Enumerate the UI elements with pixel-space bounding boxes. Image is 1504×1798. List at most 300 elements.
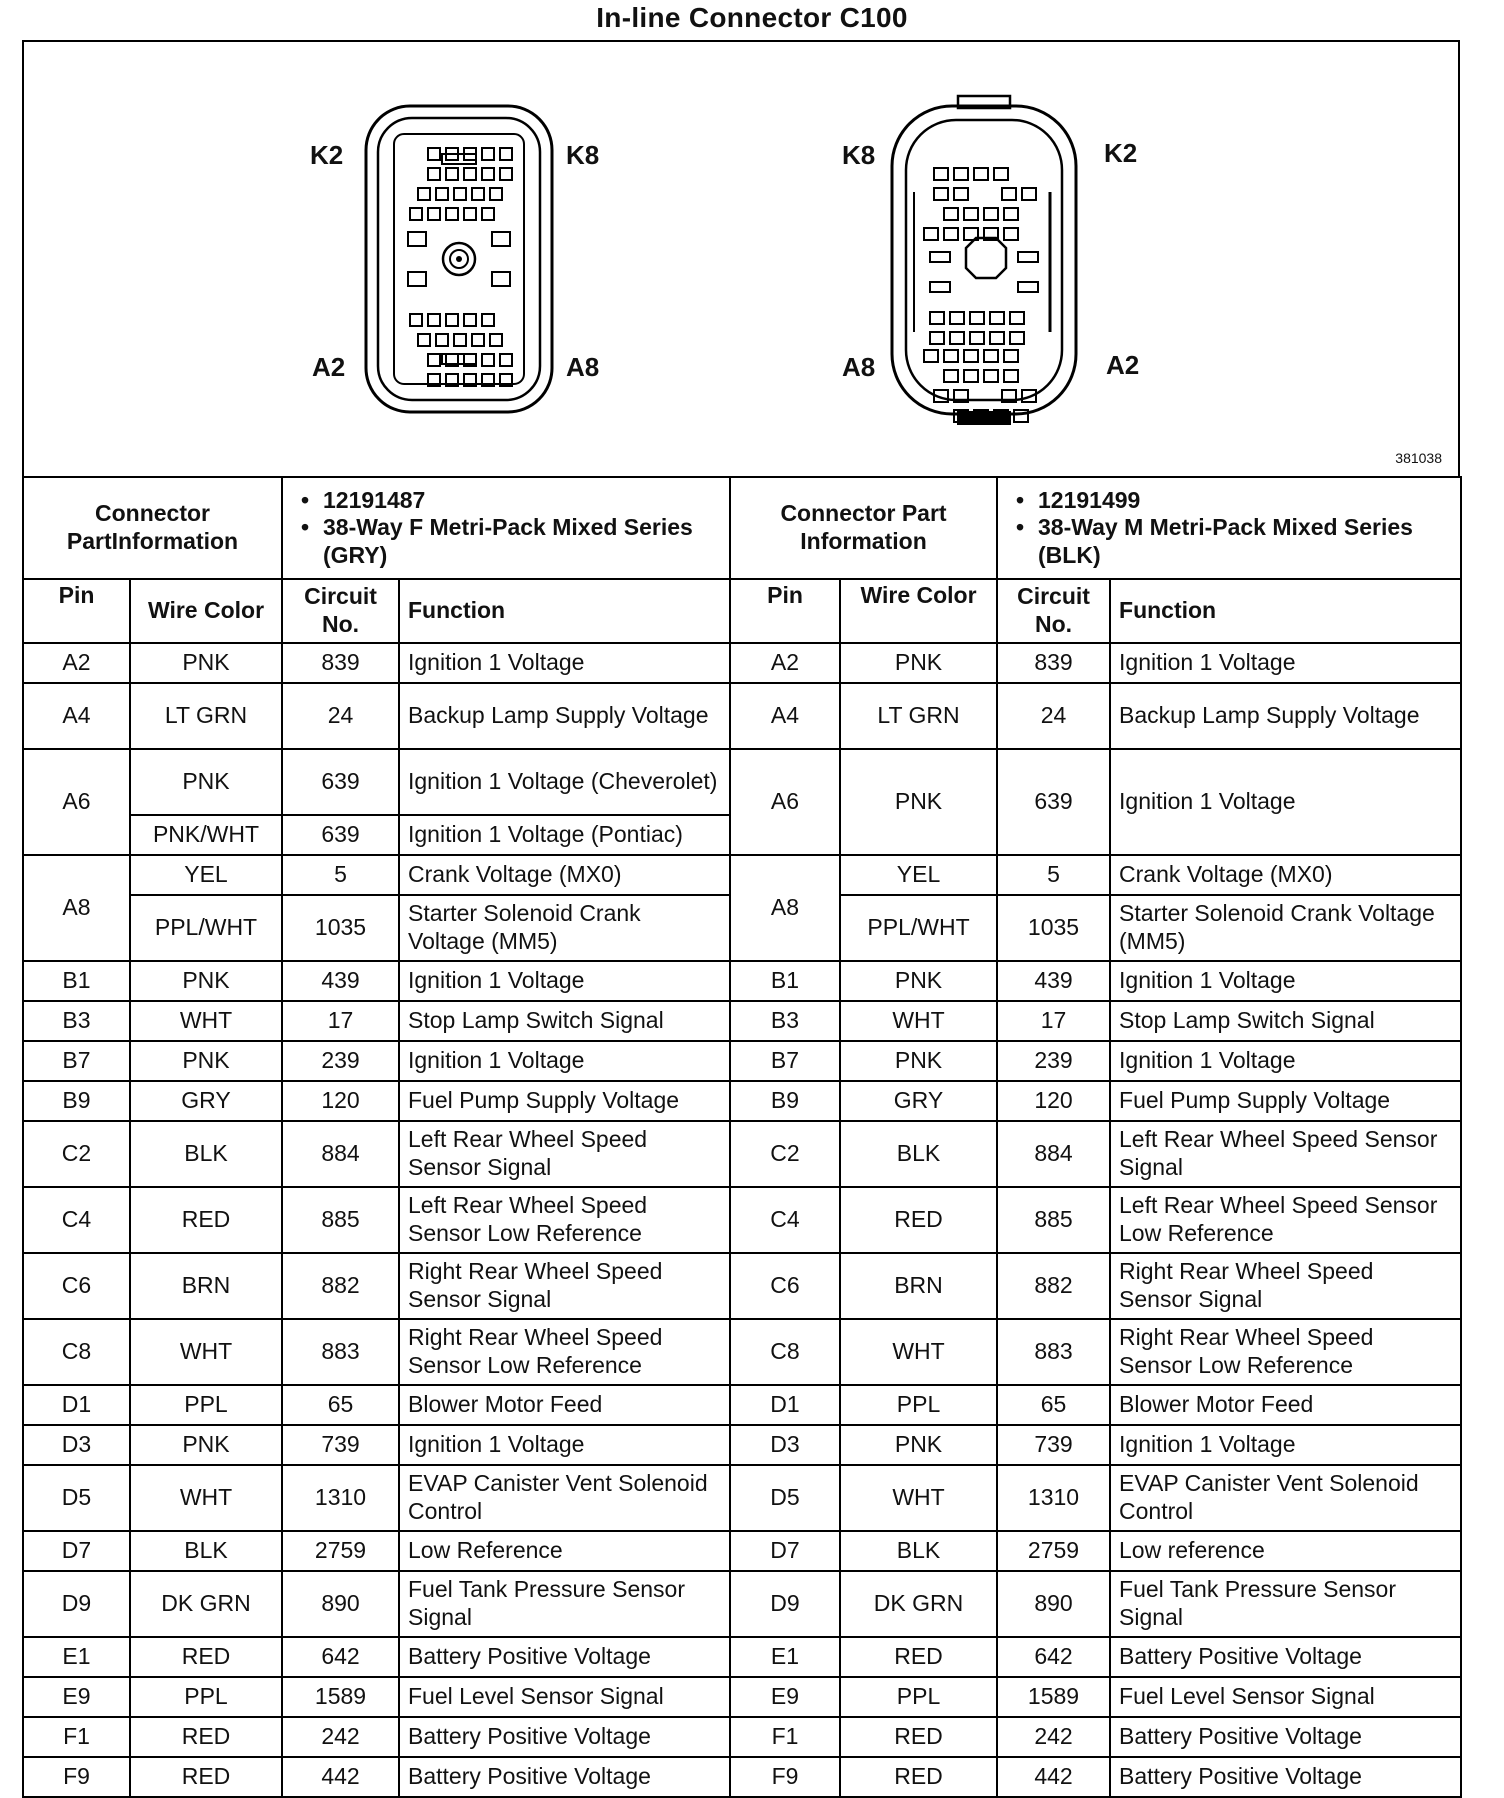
circuit: 5 [997, 855, 1110, 895]
circuit: 24 [282, 683, 399, 749]
pin-cavity [964, 370, 978, 382]
wire-color: PPL [840, 1385, 997, 1425]
circuit: 839 [282, 643, 399, 683]
function: Battery Positive Voltage [399, 1717, 730, 1757]
function: Low Reference [399, 1531, 730, 1571]
male-connector-drawing [890, 92, 1090, 432]
female-label-top-right: K8 [566, 140, 600, 170]
function: Ignition 1 Voltage [1110, 1041, 1461, 1081]
pin-cavity [1018, 282, 1038, 292]
pin-cavity [472, 334, 484, 346]
connector-info-row [23, 477, 1461, 579]
function: Left Rear Wheel Speed Sensor Signal [399, 1121, 730, 1187]
right-info-details [997, 477, 1461, 579]
pin: F9 [23, 1757, 130, 1797]
circuit: 17 [997, 1001, 1110, 1041]
circuit: 642 [997, 1637, 1110, 1677]
pin-cavity [436, 188, 448, 200]
pin-cavity [446, 168, 458, 180]
pin-cavity [482, 168, 494, 180]
wire-color: WHT [840, 1319, 997, 1385]
pin-cavity [418, 188, 430, 200]
pin-cavity [428, 354, 440, 366]
female-label-bottom-left: A2 [312, 352, 346, 382]
connector-diagram [22, 40, 1460, 476]
function: Low reference [1110, 1531, 1461, 1571]
circuit: 885 [997, 1187, 1110, 1253]
wire-color: BLK [130, 1531, 282, 1571]
wire-color: WHT [840, 1465, 997, 1531]
pin-cavity [930, 312, 944, 324]
pin: D5 [23, 1465, 130, 1531]
circuit: 890 [282, 1571, 399, 1637]
wire-color: DK GRN [840, 1571, 997, 1637]
male-label-bottom-right: A2 [1106, 350, 1140, 380]
function: Ignition 1 Voltage [399, 961, 730, 1001]
circuit: 5 [282, 855, 399, 895]
pin: F1 [730, 1717, 840, 1757]
function: Fuel Pump Supply Voltage [399, 1081, 730, 1121]
table-row [23, 1757, 1461, 1797]
pin-cavity [930, 332, 944, 344]
function: Ignition 1 Voltage [399, 643, 730, 683]
left-part-number: • 12191487 [323, 487, 721, 515]
wire-color: PNK [130, 1041, 282, 1081]
pin-cavity [1004, 370, 1018, 382]
pin-cavity [1004, 228, 1018, 240]
function: Fuel Level Sensor Signal [399, 1677, 730, 1717]
wire-color: PNK [840, 1425, 997, 1465]
function: Blower Motor Feed [1110, 1385, 1461, 1425]
function: Stop Lamp Switch Signal [399, 1001, 730, 1041]
function: Fuel Tank Pressure Sensor Signal [399, 1571, 730, 1637]
pin-cavity [984, 370, 998, 382]
table-row [23, 1187, 1461, 1253]
pin: D5 [730, 1465, 840, 1531]
circuit: 639 [997, 749, 1110, 855]
wire-color: BRN [840, 1253, 997, 1319]
circuit: 242 [997, 1717, 1110, 1757]
pin-cavity [930, 282, 950, 292]
pin-cavity [428, 314, 440, 326]
pin: C4 [730, 1187, 840, 1253]
circuit: 120 [282, 1081, 399, 1121]
function: Crank Voltage (MX0) [1110, 855, 1461, 895]
table-row [23, 1081, 1461, 1121]
pin: E1 [730, 1637, 840, 1677]
circuit: 883 [997, 1319, 1110, 1385]
col-wire-color: Wire Color [130, 579, 282, 643]
wire-color: DK GRN [130, 1571, 282, 1637]
function: Ignition 1 Voltage (Cheverolet) [399, 749, 730, 815]
wire-color: RED [840, 1717, 997, 1757]
pin-cavity [984, 208, 998, 220]
pin-cavity [1022, 188, 1036, 200]
circuit: 884 [997, 1121, 1110, 1187]
pin-cavity [436, 334, 448, 346]
table-row [23, 1041, 1461, 1081]
pin-cavity [934, 188, 948, 200]
pin: C6 [730, 1253, 840, 1319]
pin: C8 [23, 1319, 130, 1385]
pin-cavity [482, 148, 494, 160]
wire-color: PNK [840, 643, 997, 683]
pin-cavity [408, 272, 426, 286]
circuit: 885 [282, 1187, 399, 1253]
table-row [23, 1465, 1461, 1531]
wire-color: PNK [840, 749, 997, 855]
function: Left Rear Wheel Speed Sensor Low Reference [1110, 1187, 1461, 1253]
circuit: 739 [997, 1425, 1110, 1465]
pin-cavity [990, 332, 1004, 344]
female-label-bottom-right: A8 [566, 352, 600, 382]
function: Blower Motor Feed [399, 1385, 730, 1425]
pin: B3 [23, 1001, 130, 1041]
right-part-number: • 12191499 [1038, 487, 1452, 515]
pin: A4 [23, 683, 130, 749]
function: Right Rear Wheel Speed Sensor Low Reference [1110, 1319, 1461, 1385]
wire-color: PNK [130, 961, 282, 1001]
function: Starter Solenoid Crank Voltage (MM5) [399, 895, 730, 961]
table-row [23, 1319, 1461, 1385]
wire-color: RED [130, 1637, 282, 1677]
wire-color: WHT [840, 1001, 997, 1041]
pin: D1 [23, 1385, 130, 1425]
pin-cavity [446, 208, 458, 220]
function: Stop Lamp Switch Signal [1110, 1001, 1461, 1041]
circuit: 882 [997, 1253, 1110, 1319]
table-row [23, 1531, 1461, 1571]
pin: F9 [730, 1757, 840, 1797]
circuit: 639 [282, 749, 399, 815]
pin-cavity [408, 232, 426, 246]
female-label-top-left: K2 [310, 140, 344, 170]
pin-cavity [950, 312, 964, 324]
table-row [23, 1637, 1461, 1677]
table-row [23, 1385, 1461, 1425]
pin: D7 [23, 1531, 130, 1571]
pin-cavity [418, 334, 430, 346]
wire-color: PNK/WHT [130, 815, 282, 855]
pin-cavity [482, 208, 494, 220]
function: Battery Positive Voltage [399, 1757, 730, 1797]
pin: B3 [730, 1001, 840, 1041]
col-pin-right: Pin [730, 579, 840, 643]
circuit: 239 [282, 1041, 399, 1081]
circuit: 839 [997, 643, 1110, 683]
col-function-right: Function [1110, 579, 1461, 643]
circuit: 642 [282, 1637, 399, 1677]
circuit: 439 [282, 961, 399, 1001]
pin-cavity [924, 350, 938, 362]
pin-cavity [454, 334, 466, 346]
pin-cavity [934, 168, 948, 180]
pin-cavity [994, 168, 1008, 180]
right-part-desc: • 38-Way M Metri-Pack Mixed Series (BLK) [1038, 514, 1452, 569]
circuit: 884 [282, 1121, 399, 1187]
pin: D3 [730, 1425, 840, 1465]
wire-color: BLK [840, 1531, 997, 1571]
column-header-row [23, 579, 1461, 643]
pin-cavity [970, 312, 984, 324]
circuit: 442 [997, 1757, 1110, 1797]
circuit: 890 [997, 1571, 1110, 1637]
pin: B1 [23, 961, 130, 1001]
wire-color: WHT [130, 1001, 282, 1041]
wire-color: BLK [130, 1121, 282, 1187]
table-row [23, 1253, 1461, 1319]
pin-cavity [464, 208, 476, 220]
wire-color: BRN [130, 1253, 282, 1319]
pin-cavity [1004, 208, 1018, 220]
wire-color: WHT [130, 1319, 282, 1385]
pin-cavity [944, 208, 958, 220]
function: Battery Positive Voltage [1110, 1717, 1461, 1757]
table-row [23, 1425, 1461, 1465]
male-label-top-left: K8 [842, 140, 876, 170]
table-row [23, 643, 1461, 683]
pin: B7 [730, 1041, 840, 1081]
pin-cavity [492, 272, 510, 286]
circuit: 1310 [997, 1465, 1110, 1531]
pin-cavity [472, 188, 484, 200]
table-row [23, 1001, 1461, 1041]
wire-color: RED [130, 1757, 282, 1797]
function: Backup Lamp Supply Voltage [1110, 683, 1461, 749]
pin-cavity [464, 314, 476, 326]
table-row [23, 683, 1461, 749]
pin: C4 [23, 1187, 130, 1253]
pin: D1 [730, 1385, 840, 1425]
pin: B1 [730, 961, 840, 1001]
function: EVAP Canister Vent Solenoid Control [1110, 1465, 1461, 1531]
pin: C2 [730, 1121, 840, 1187]
pin: A2 [730, 643, 840, 683]
function: Ignition 1 Voltage [1110, 643, 1461, 683]
function: Ignition 1 Voltage [1110, 749, 1461, 855]
table-row [23, 1121, 1461, 1187]
pin-cavity [1010, 332, 1024, 344]
wire-color: LT GRN [840, 683, 997, 749]
pin: B7 [23, 1041, 130, 1081]
pin: B9 [23, 1081, 130, 1121]
circuit: 882 [282, 1253, 399, 1319]
left-info-details [282, 477, 730, 579]
pin-cavity [446, 314, 458, 326]
pin: D9 [23, 1571, 130, 1637]
circuit: 120 [997, 1081, 1110, 1121]
wire-color: YEL [130, 855, 282, 895]
pin-cavity [492, 232, 510, 246]
wire-color: PNK [840, 1041, 997, 1081]
pin-cavity [964, 208, 978, 220]
pin-cavity [490, 334, 502, 346]
circuit: 883 [282, 1319, 399, 1385]
wire-color: PPL [840, 1677, 997, 1717]
left-info-label: Connector PartInformation [23, 477, 282, 579]
pin-cavity [954, 168, 968, 180]
page-title: In-line Connector C100 [596, 2, 908, 33]
figure-id: 381038 [1395, 450, 1442, 466]
pin: E9 [23, 1677, 130, 1717]
pin-cavity [464, 168, 476, 180]
circuit: 1589 [282, 1677, 399, 1717]
wire-color: GRY [130, 1081, 282, 1121]
function: Battery Positive Voltage [1110, 1637, 1461, 1677]
function: Right Rear Wheel Speed Sensor Signal [399, 1253, 730, 1319]
circuit: 739 [282, 1425, 399, 1465]
pin-cavity [1010, 312, 1024, 324]
pin-cavity [482, 354, 494, 366]
function: Fuel Level Sensor Signal [1110, 1677, 1461, 1717]
wire-color: GRY [840, 1081, 997, 1121]
wire-color: PNK [130, 1425, 282, 1465]
wire-color: PNK [130, 749, 282, 815]
pin-cavity [490, 188, 502, 200]
circuit: 2759 [282, 1531, 399, 1571]
table-row [23, 1571, 1461, 1637]
function: Ignition 1 Voltage (Pontiac) [399, 815, 730, 855]
pin: F1 [23, 1717, 130, 1757]
pin: A2 [23, 643, 130, 683]
pin-cavity [944, 228, 958, 240]
function: Ignition 1 Voltage [1110, 1425, 1461, 1465]
circuit: 439 [997, 961, 1110, 1001]
pin-cavity [1004, 350, 1018, 362]
pin-cavity [924, 228, 938, 240]
pin-cavity [930, 252, 950, 262]
pin-cavity [482, 314, 494, 326]
wire-color: PPL/WHT [130, 895, 282, 961]
circuit: 639 [282, 815, 399, 855]
pin: A4 [730, 683, 840, 749]
pinout-table [22, 476, 1462, 1798]
circuit: 24 [997, 683, 1110, 749]
table-row [23, 1677, 1461, 1717]
circuit: 242 [282, 1717, 399, 1757]
function: Battery Positive Voltage [399, 1637, 730, 1677]
female-connector-drawing [364, 102, 564, 422]
function: Battery Positive Voltage [1110, 1757, 1461, 1797]
circuit: 1589 [997, 1677, 1110, 1717]
male-label-bottom-left: A8 [842, 352, 876, 382]
wire-color: RED [130, 1717, 282, 1757]
function: Fuel Tank Pressure Sensor Signal [1110, 1571, 1461, 1637]
wire-color: PNK [840, 961, 997, 1001]
table-row [23, 1717, 1461, 1757]
pin-cavity [454, 188, 466, 200]
pin-cavity [950, 332, 964, 344]
wire-color: LT GRN [130, 683, 282, 749]
pin-cavity [954, 188, 968, 200]
col-wire-color-right: Wire Color [840, 579, 997, 643]
pin: E1 [23, 1637, 130, 1677]
pin-cavity [984, 350, 998, 362]
pin: A6 [730, 749, 840, 855]
pin-cavity [500, 354, 512, 366]
pin: D9 [730, 1571, 840, 1637]
circuit: 442 [282, 1757, 399, 1797]
wire-color: WHT [130, 1465, 282, 1531]
male-label-top-right: K2 [1104, 138, 1138, 168]
circuit: 1310 [282, 1465, 399, 1531]
pin: D3 [23, 1425, 130, 1465]
col-pin: Pin [23, 579, 130, 643]
wire-color: RED [840, 1757, 997, 1797]
pin-cavity [944, 370, 958, 382]
pin: A8 [23, 855, 130, 961]
function: Fuel Pump Supply Voltage [1110, 1081, 1461, 1121]
circuit: 1035 [997, 895, 1110, 961]
function: Right Rear Wheel Speed Sensor Low Reference [399, 1319, 730, 1385]
left-part-desc: • 38-Way F Metri-Pack Mixed Series (GRY) [323, 514, 721, 569]
circuit: 2759 [997, 1531, 1110, 1571]
function: Ignition 1 Voltage [399, 1425, 730, 1465]
function: Ignition 1 Voltage [399, 1041, 730, 1081]
table-row [23, 749, 1461, 815]
circuit: 65 [282, 1385, 399, 1425]
wire-color: PPL/WHT [840, 895, 997, 961]
pin: D7 [730, 1531, 840, 1571]
pin-cavity [1018, 252, 1038, 262]
wire-color: PPL [130, 1385, 282, 1425]
circuit: 65 [997, 1385, 1110, 1425]
function: Crank Voltage (MX0) [399, 855, 730, 895]
table-row [23, 961, 1461, 1001]
function: Right Rear Wheel Speed Sensor Signal [1110, 1253, 1461, 1319]
pin: C6 [23, 1253, 130, 1319]
function: Left Rear Wheel Speed Sensor Low Reference [399, 1187, 730, 1253]
pin-cavity [970, 332, 984, 344]
wire-color: PNK [130, 643, 282, 683]
wire-color: RED [840, 1637, 997, 1677]
col-circuit: Circuit No. [282, 579, 399, 643]
wire-color: PPL [130, 1677, 282, 1717]
pin-cavity [410, 314, 422, 326]
function: EVAP Canister Vent Solenoid Control [399, 1465, 730, 1531]
pin: C2 [23, 1121, 130, 1187]
pin-cavity [428, 208, 440, 220]
pin-cavity [1002, 188, 1016, 200]
col-circuit-right: Circuit No. [997, 579, 1110, 643]
right-info-label: Connector Part Information [730, 477, 997, 579]
function: Ignition 1 Voltage [1110, 961, 1461, 1001]
wire-color: RED [130, 1187, 282, 1253]
wire-color: RED [840, 1187, 997, 1253]
function: Left Rear Wheel Speed Sensor Signal [1110, 1121, 1461, 1187]
pin-cavity [428, 148, 440, 160]
pin: E9 [730, 1677, 840, 1717]
circuit: 1035 [282, 895, 399, 961]
col-function: Function [399, 579, 730, 643]
pin-cavity [500, 168, 512, 180]
pin: A6 [23, 749, 130, 855]
wire-color: BLK [840, 1121, 997, 1187]
pin: A8 [730, 855, 840, 961]
circuit: 17 [282, 1001, 399, 1041]
circuit: 239 [997, 1041, 1110, 1081]
pin-cavity [944, 350, 958, 362]
function: Backup Lamp Supply Voltage [399, 683, 730, 749]
pin: B9 [730, 1081, 840, 1121]
pin-cavity [410, 208, 422, 220]
pin: C8 [730, 1319, 840, 1385]
pin-cavity [974, 168, 988, 180]
table-row [23, 855, 1461, 895]
pin-cavity [964, 350, 978, 362]
pin-cavity [428, 168, 440, 180]
function: Starter Solenoid Crank Voltage (MM5) [1110, 895, 1461, 961]
